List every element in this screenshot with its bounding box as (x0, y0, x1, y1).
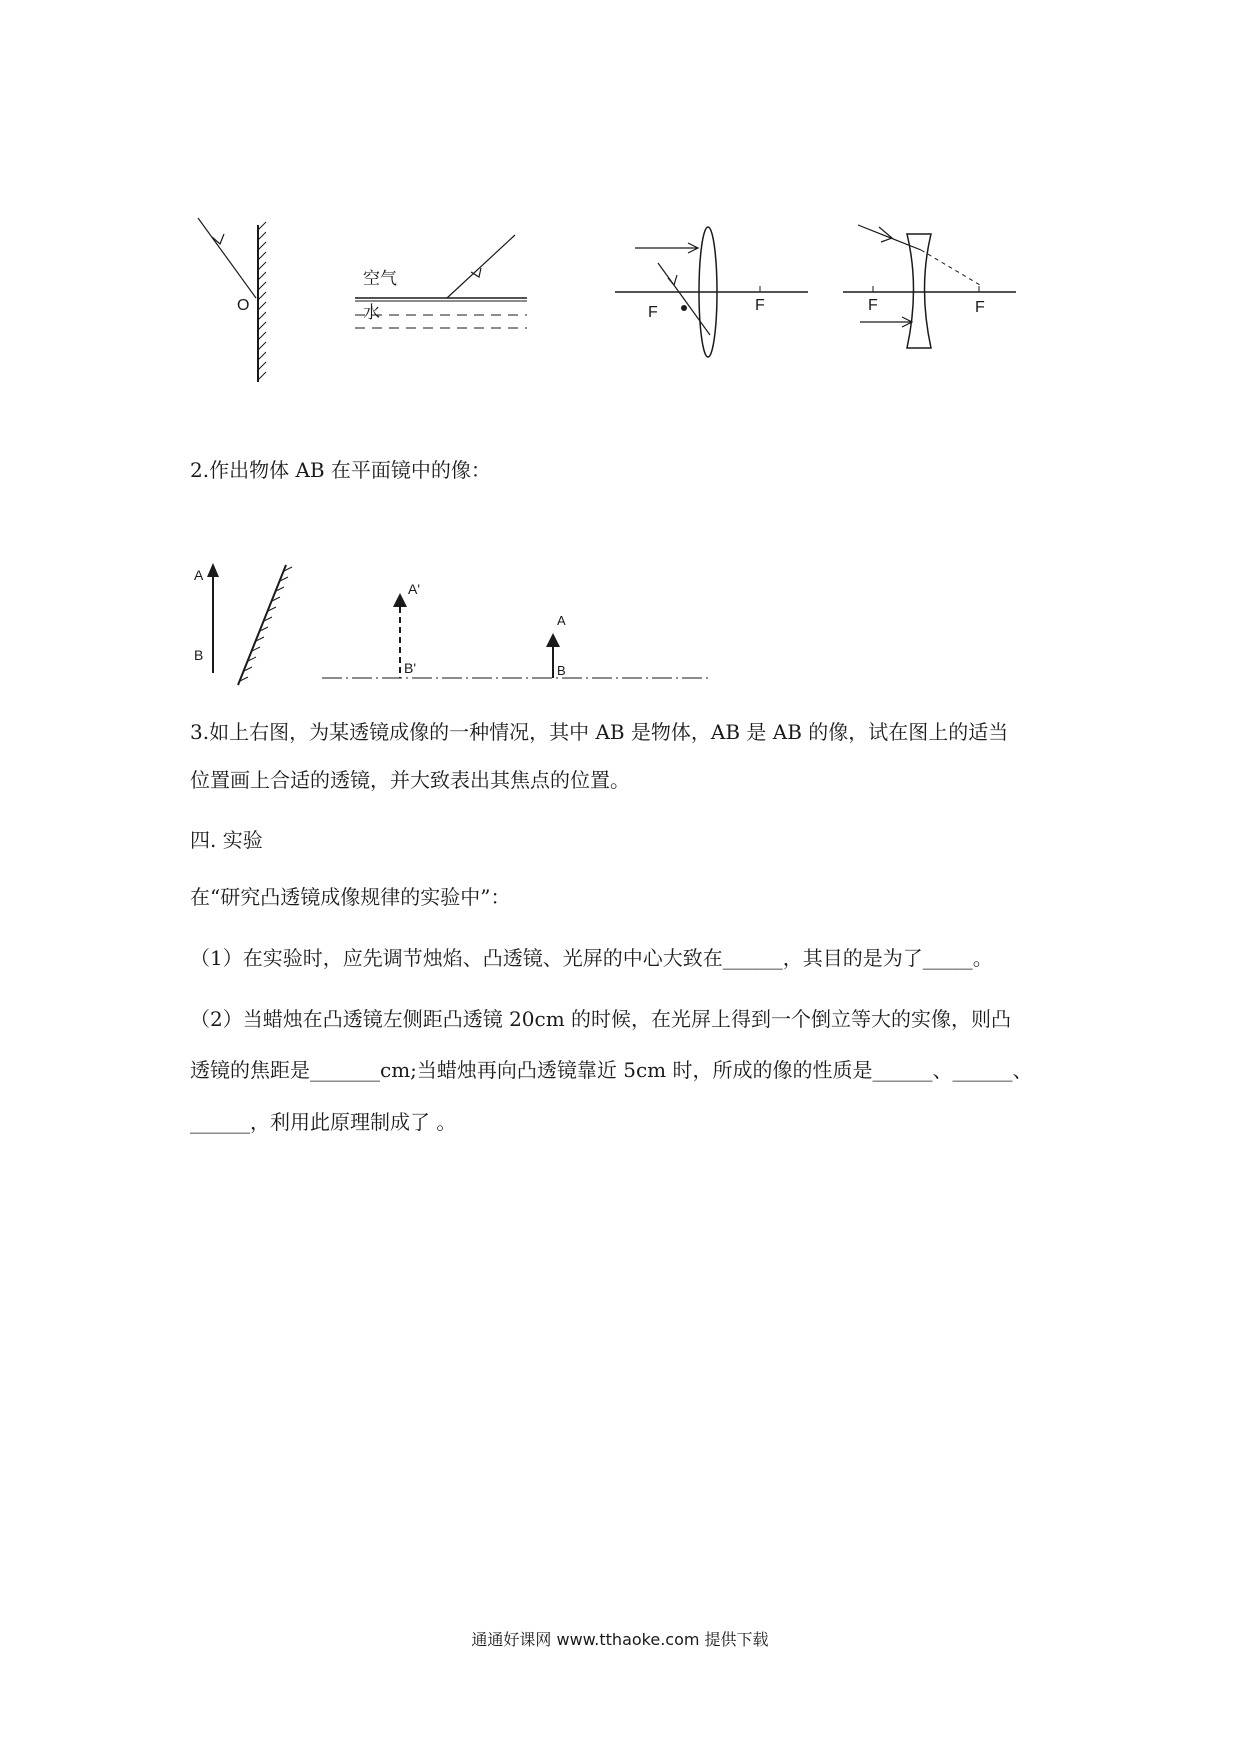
page-footer: 通通好课网 www.tthaoke.com 提供下载 (471, 1630, 769, 1649)
section-heading: 四. 实验 (190, 828, 263, 852)
point-b-label: B (194, 647, 204, 663)
figure-ab-inclined-mirror (190, 555, 310, 690)
experiment-item-2-line-3: ______，利用此原理制成了 。 (190, 1110, 457, 1134)
air-label: 空气 (363, 269, 397, 288)
figure-plane-mirror-reflection (190, 210, 300, 390)
image-b-label: B' (404, 660, 417, 676)
focus-label-right: F (755, 297, 765, 314)
q3-line-2: 位置画上合适的透镜，并大致表出其焦点的位置。 (190, 768, 630, 792)
figure-concave-lens (840, 220, 1020, 360)
experiment-item-2-line-1: （2）当蜡烛在凸透镜左侧距凸透镜 20cm 的时候，在光屏上得到一个倒立等大的实像，则凸 (190, 1007, 1012, 1031)
water-label: 水 (363, 303, 380, 322)
focus-label-left: F (868, 297, 878, 314)
experiment-item-1: （1）在实验时，应先调节烛焰、凸透镜、光屏的中心大致在______，其目的是为了_____。 (190, 946, 993, 970)
q3-line-1: 3.如上右图，为某透镜成像的一种情况，其中 AB 是物体，AB 是 AB 的像，试在图上的适当 (190, 720, 1009, 744)
figure-refraction-air-water (355, 230, 530, 345)
figure-convex-lens (610, 225, 810, 365)
figure-lens-imaging-axis (320, 575, 710, 690)
object-b-label: B (557, 663, 566, 678)
focus-label-left: F (648, 304, 658, 321)
experiment-intro: 在“研究凸透镜成像规律的实验中”： (190, 885, 511, 909)
experiment-item-2-line-2: 透镜的焦距是_______cm;当蜡烛再向凸透镜靠近 5cm 时，所成的像的性质是______、______、 (190, 1058, 1033, 1082)
image-a-label: A' (408, 581, 421, 597)
q2-prompt: 2.作出物体 AB 在平面镜中的像： (190, 458, 491, 482)
focus-label-right: F (975, 299, 985, 316)
object-a-label: A (557, 613, 566, 628)
mirror-point-label: O (237, 297, 250, 314)
point-a-label: A (194, 567, 204, 583)
